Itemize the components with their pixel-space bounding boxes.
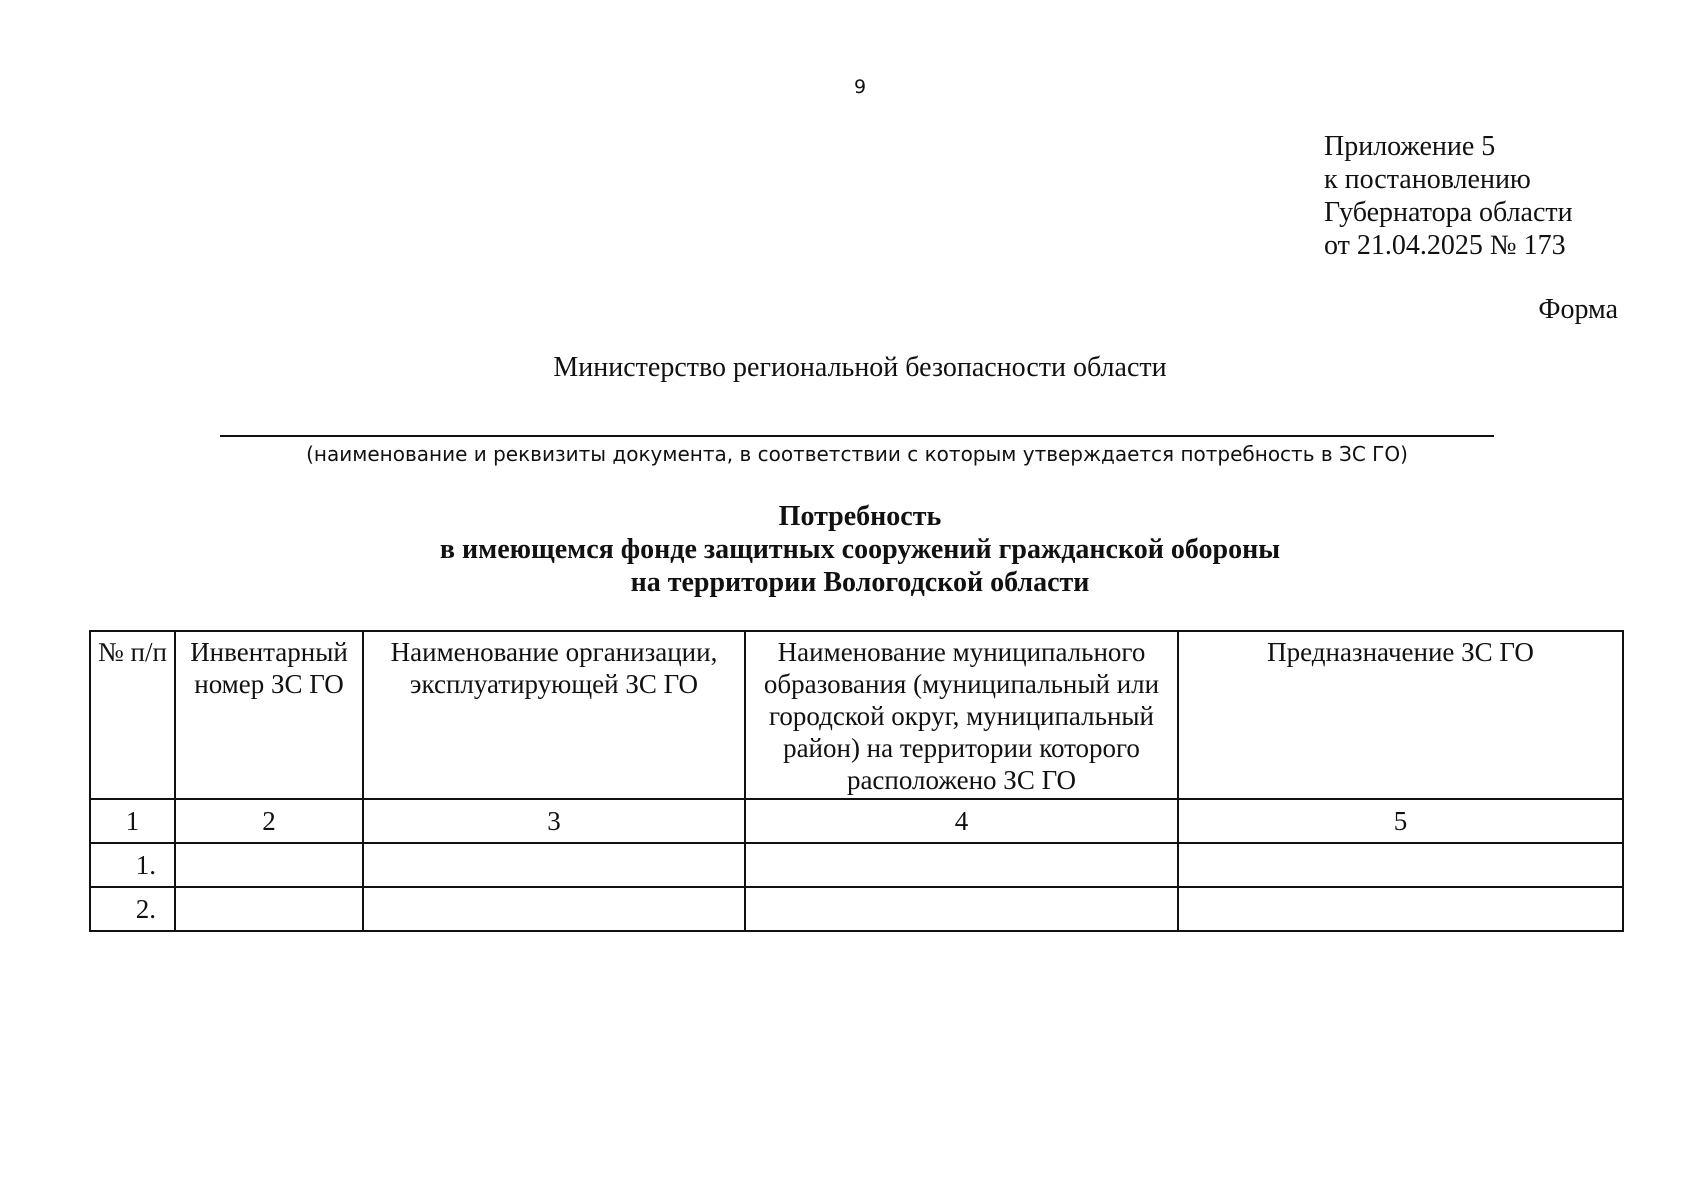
column-number-row [90, 799, 1623, 843]
document-title [0, 500, 1698, 599]
row-number-cell: 2. [90, 887, 175, 931]
title-line: Потребность [778, 501, 942, 532]
header-cell-municipality: Наименование муниципального образования (муниципальный или городской округ, муниципальный район) на территории которого расположено ЗС ГО [745, 631, 1178, 799]
table-row [90, 843, 1623, 887]
header-cell-organization: Наименование организации, эксплуатирующей ЗС ГО [363, 631, 745, 799]
table-row [90, 887, 1623, 931]
form-label: Форма [1538, 294, 1618, 325]
page-number: 9 [853, 76, 867, 98]
appendix-line: Приложение 5 [1324, 131, 1496, 162]
inventory-cell [175, 887, 363, 931]
ministry-name: Министерство региональной безопасности области [553, 352, 1167, 383]
column-number: 4 [745, 799, 1178, 843]
needs-table [89, 630, 1624, 932]
column-number: 5 [1178, 799, 1623, 843]
appendix-line: от 21.04.2025 № 173 [1324, 230, 1566, 261]
organization-cell [363, 843, 745, 887]
document-fill-line [220, 435, 1494, 437]
column-number: 2 [175, 799, 363, 843]
appendix-line: Губернатора области [1324, 197, 1573, 228]
appendix-line: к постановлению [1324, 164, 1531, 195]
row-number-cell: 1. [90, 843, 175, 887]
document-caption: (наименование и реквизиты документа, в соответствии с которым утверждается потребность в ЗС ГО) [306, 442, 1408, 466]
title-line: в имеющемся фонде защитных сооружений гражданской обороны [439, 534, 1281, 565]
title-line: на территории Вологодской области [630, 567, 1090, 598]
municipality-cell [745, 843, 1178, 887]
column-number: 3 [363, 799, 745, 843]
table-header-row [90, 631, 1623, 799]
organization-cell [363, 887, 745, 931]
column-number: 1 [90, 799, 175, 843]
appendix-block [1324, 130, 1573, 262]
header-cell-number: № п/п [90, 631, 175, 799]
header-cell-purpose: Предназначение ЗС ГО [1178, 631, 1623, 799]
purpose-cell [1178, 887, 1623, 931]
purpose-cell [1178, 843, 1623, 887]
inventory-cell [175, 843, 363, 887]
municipality-cell [745, 887, 1178, 931]
header-cell-inventory: Инвентарный номер ЗС ГО [175, 631, 363, 799]
